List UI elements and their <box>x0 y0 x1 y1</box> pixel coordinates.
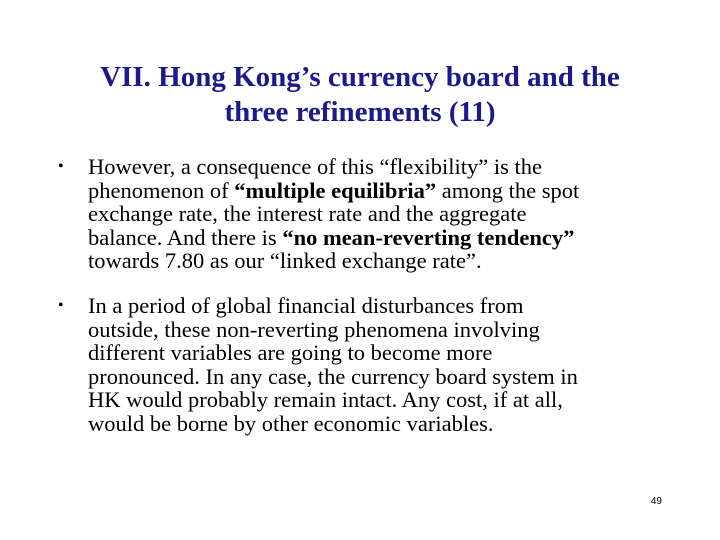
bullet-1-line-5 <box>88 249 698 273</box>
bullet-list <box>58 155 698 457</box>
bullet-text: exchange rate, the interest rate and the aggregate <box>88 201 527 227</box>
bullet-text: would be borne by other economic variables. <box>88 410 494 436</box>
title-line-1: VII. Hong Kong’s currency board and the <box>100 61 620 93</box>
bullet-text: phenomenon of <box>88 177 235 203</box>
bullet-1-line-3 <box>88 202 698 226</box>
bullet-2-line-5 <box>88 388 698 412</box>
bullet-text: HK would probably remain intact. Any cost, if at all, <box>88 387 563 413</box>
bullet-text: outside, these non-reverting phenomena involving <box>88 316 540 342</box>
bullet-2-line-4 <box>88 365 698 389</box>
bullet-marker: • <box>58 296 64 314</box>
bullet-2-line-3 <box>88 341 698 365</box>
bullet-marker: • <box>58 158 64 175</box>
bullet-text: among the spot <box>436 177 580 203</box>
bullet-1-line-4 <box>88 226 698 250</box>
bullet-text: towards 7.80 as our “linked exchange rate”. <box>88 248 482 274</box>
bullet-2-line-1 <box>88 294 698 318</box>
page-number: 49 <box>650 496 662 507</box>
bullet-2-line-2 <box>88 318 698 342</box>
bullet-text: balance. And there is <box>88 224 283 250</box>
bullet-text: different variables are going to become more <box>88 340 493 366</box>
bullet-item-2 <box>58 294 698 436</box>
bullet-item-1 <box>58 155 698 273</box>
bullet-1-line-1 <box>88 155 698 179</box>
emphasized-phrase: “multiple equilibria” <box>234 177 437 203</box>
bullet-text: However, a consequence of this “flexibility” is the <box>88 154 542 179</box>
bullet-text: pronounced. In any case, the currency board system in <box>88 363 578 389</box>
slide-title <box>40 60 680 130</box>
emphasized-phrase: “no mean-reverting tendency” <box>282 224 575 250</box>
bullet-text: In a period of global financial disturbances from <box>88 292 524 318</box>
bullet-2-line-6 <box>88 412 698 436</box>
title-line-2: three refinements (11) <box>224 96 496 128</box>
bullet-1-line-2 <box>88 179 698 203</box>
